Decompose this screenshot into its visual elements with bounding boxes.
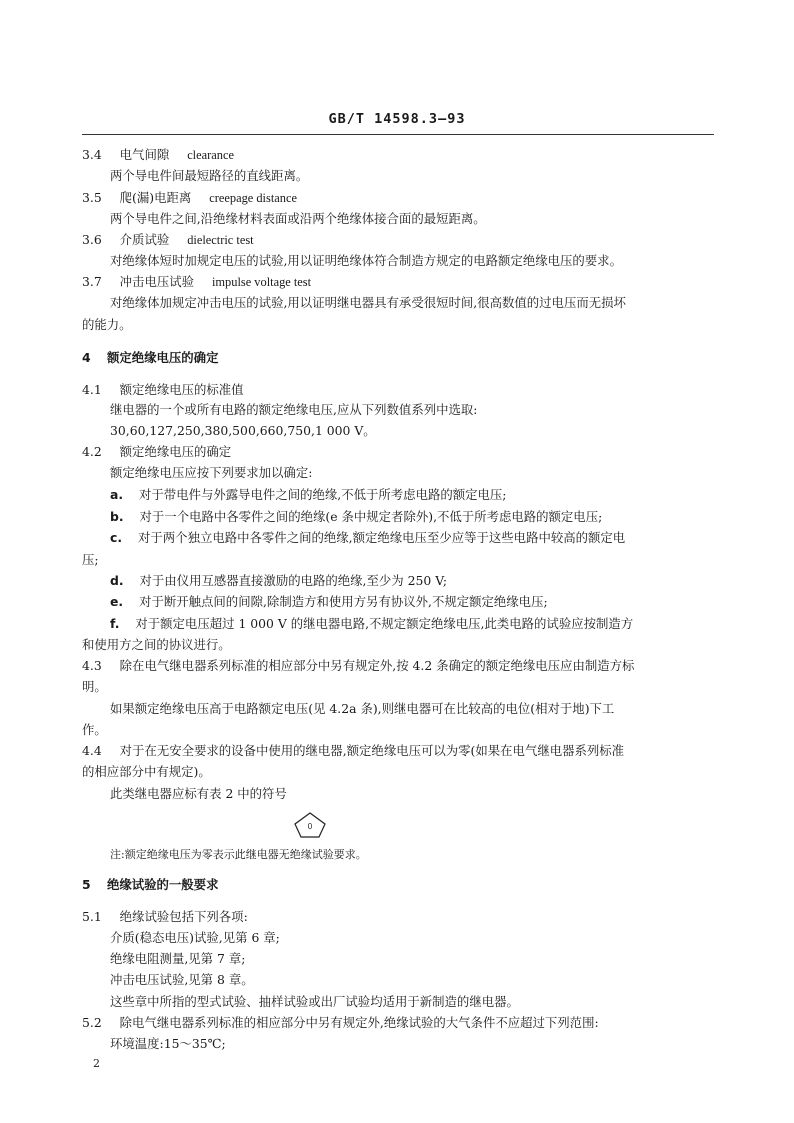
clause-4-4-note: 注:额定绝缘电压为零表示此继电器无绝缘试验要求。 [110,848,367,861]
clause-number: 3.4 [82,147,102,162]
list-label: b. [110,509,124,524]
ambient-temperature-range: 环境温度:15～35℃; [110,1036,226,1051]
clause-number: 3.7 [82,274,102,289]
clause-term-en: dielectric test [187,233,254,247]
section-number: 5 [82,877,91,892]
list-item-c [110,529,625,547]
clause-number: 4.4 [82,743,102,758]
clause-4-2-heading [82,443,231,461]
clause-3-4-heading [82,146,234,164]
clause-3-7-definition-line1: 对绝缘体加规定冲击电压的试验,用以证明继电器具有承受很短时间,很高数值的过电压而无损坏 [110,295,626,310]
clause-3-7-heading [82,273,311,291]
list-item-a [110,486,506,504]
clause-term-en: clearance [187,148,234,162]
clause-4-4-paragraph2: 此类继电器应标有表 2 中的符号 [110,786,287,801]
clause-3-5-definition: 两个导电件之间,沿绝缘材料表面或沿两个绝缘体接合面的最短距离。 [110,211,486,226]
clause-text: 除在电气继电器系列标准的相应部分中另有规定外,按 4.2 条确定的额定绝缘电压应由制造方标 [119,658,635,673]
clause-4-3-paragraph2-line1: 如果额定绝缘电压高于电路额定电压(见 4.2a 条),则继电器可在比较高的电位(相对于地)下工 [110,701,615,716]
clause-3-4-definition: 两个导电件间最短路径的直线距离。 [110,168,309,183]
section-4-heading [82,349,218,367]
list-text: 对于两个独立电路中各零件之间的绝缘,额定绝缘电压至少应等于这些电路中较高的额定电 [138,530,626,545]
list-item-d [110,572,447,590]
clause-title: 爬(漏)电距离 [119,190,192,205]
clause-4-3-line1 [82,657,634,675]
voltage-value-series: 30,60,127,250,380,500,660,750,1 000 V。 [110,423,376,438]
clause-5-1-paragraph2: 这些章中所指的型式试验、抽样试验或出厂试验均适用于新制造的继电器。 [110,994,519,1009]
clause-number: 5.2 [82,1015,102,1030]
clause-title: 冲击电压试验 [119,274,195,289]
clause-title: 额定绝缘电压的标准值 [119,382,244,397]
clause-3-5-heading [82,189,297,207]
clause-3-6-heading [82,231,254,249]
symbol-label: 0 [307,822,313,831]
header-rule [82,134,714,135]
clause-number: 4.2 [82,444,102,459]
clause-number: 4.3 [82,658,102,673]
list-text: 对于由仪用互感器直接激励的电路的绝缘,至少为 250 V; [139,573,448,588]
list-text: 对于额定电压超过 1 000 V 的继电器电路,不规定额定绝缘电压,此类电路的试验应按制造方 [135,616,634,631]
list-label: f. [110,616,120,631]
page-number: 2 [93,1057,100,1070]
section-5-heading [82,876,218,894]
clause-number: 4.1 [82,382,102,397]
clause-4-1-text: 继电器的一个或所有电路的额定绝缘电压,应从下列数值系列中选取: [110,402,478,417]
clause-title: 额定绝缘电压的确定 [119,444,232,459]
section-title: 绝缘试验的一般要求 [106,877,219,892]
clause-text: 对于在无安全要求的设备中使用的继电器,额定绝缘电压可以为零(如果在电气继电器系列标准 [119,743,625,758]
test-item-dielectric: 介质(稳态电压)试验,见第 6 章; [110,930,280,945]
list-label: d. [110,573,124,588]
clause-5-1-intro [82,908,248,926]
clause-term-en: impulse voltage test [211,275,312,289]
list-item-f [110,615,633,633]
list-item-e [110,593,548,611]
clause-4-4-line2: 的相应部分中有规定)。 [82,764,211,779]
clause-4-4-line1 [82,742,624,760]
clause-3-6-definition: 对绝缘体短时加规定电压的试验,用以证明绝缘体符合制造方规定的电路额定绝缘电压的要求。 [110,253,622,268]
test-item-insulation-resistance: 绝缘电阻测量,见第 7 章; [110,951,246,966]
list-text: 对于带电件与外露导电件之间的绝缘,不低于所考虑电路的额定电压; [139,487,507,502]
clause-4-3-paragraph2-line2: 作。 [82,722,107,737]
zero-insulation-voltage-symbol [292,811,328,839]
clause-number: 5.1 [82,909,102,924]
section-title: 额定绝缘电压的确定 [106,350,219,365]
list-item-b [110,508,602,526]
test-item-impulse-voltage: 冲击电压试验,见第 8 章。 [110,972,254,987]
clause-5-2-line1 [82,1014,599,1032]
clause-title: 电气间隙 [119,147,170,162]
section-number: 4 [82,350,91,365]
clause-term-en: creepage distance [209,191,297,205]
clause-3-7-definition-line2: 的能力。 [82,317,132,332]
list-item-c-continuation: 压; [82,552,99,567]
clause-number: 3.5 [82,190,102,205]
standard-header: GB/T 14598.3—93 [328,111,466,127]
clause-4-2-intro: 额定绝缘电压应按下列要求加以确定: [110,465,313,480]
list-label: a. [110,487,124,502]
clause-number: 3.6 [82,232,102,247]
clause-4-3-line2: 明。 [82,679,107,694]
list-text: 对于一个电路中各零件之间的绝缘(e 条中规定者除外),不低于所考虑电路的额定电压; [139,509,603,524]
list-text: 对于断开触点间的间隙,除制造方和使用方另有协议外,不规定额定绝缘电压; [139,594,548,609]
list-label: c. [110,530,123,545]
clause-4-1-heading [82,381,244,399]
list-label: e. [110,594,124,609]
clause-text: 除电气继电器系列标准的相应部分中另有规定外,绝缘试验的大气条件不应超过下列范围: [119,1015,599,1030]
clause-title: 介质试验 [119,232,170,247]
clause-text: 绝缘试验包括下列各项: [119,909,248,924]
list-item-f-continuation: 和使用方之间的协议进行。 [82,637,231,652]
